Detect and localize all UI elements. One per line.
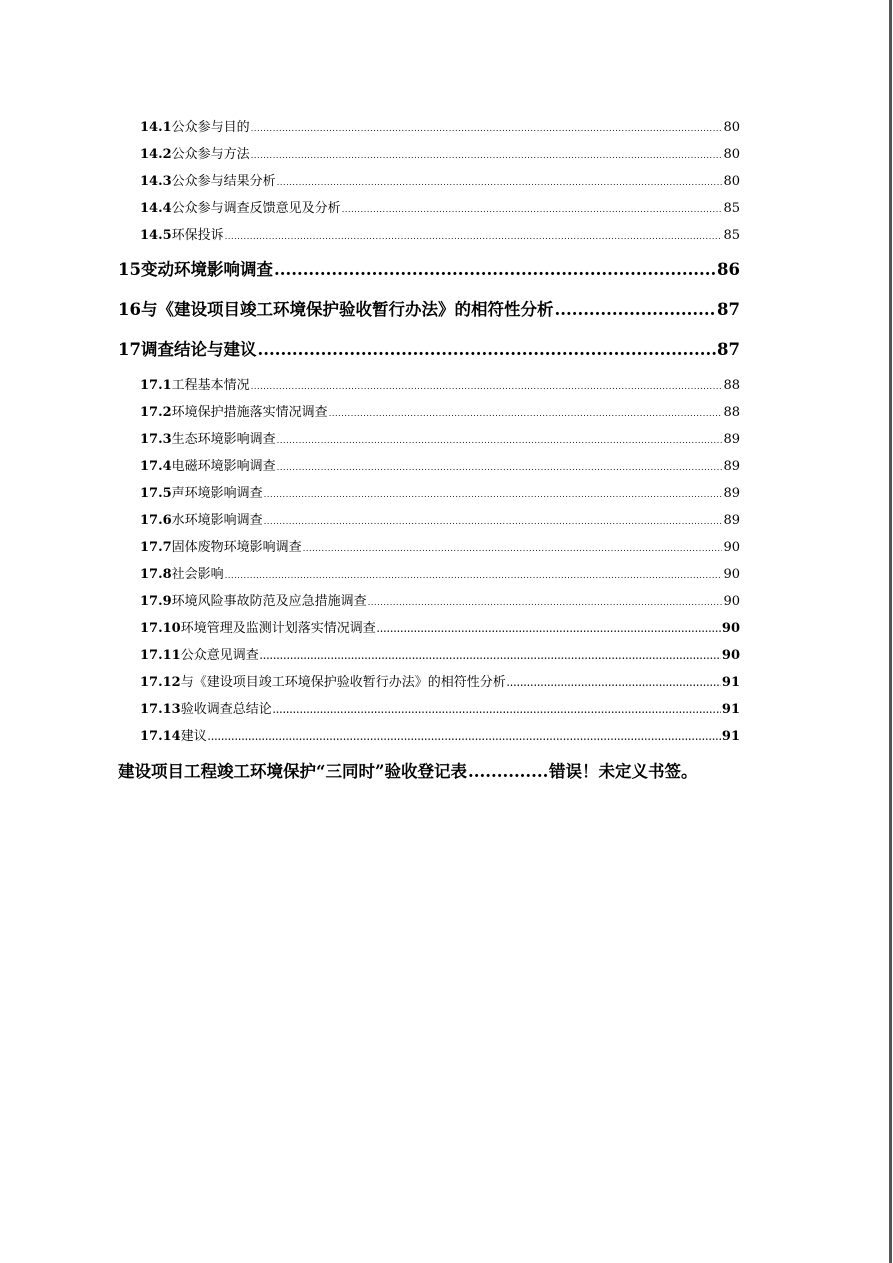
toc-title: 变动环境影响调查: [140, 260, 273, 279]
toc-number: 17: [118, 340, 141, 359]
toc-leader-dots: [264, 513, 723, 528]
toc-page: 91: [721, 675, 740, 690]
toc-title: 环境保护措施落实情况调查: [171, 405, 328, 420]
toc-page: 89: [723, 486, 740, 501]
toc-number: 17.11: [140, 648, 181, 663]
toc-title: 建议: [180, 729, 207, 744]
toc-entry-17-8[interactable]: [140, 563, 740, 582]
toc-number: 17.9: [140, 594, 172, 609]
toc-page: 90: [721, 648, 740, 663]
toc-number: 17.3: [140, 432, 172, 447]
toc-number: 14.2: [140, 147, 172, 162]
toc-number: 17.1: [140, 378, 172, 393]
toc-page: 87: [717, 300, 740, 319]
toc-entry-17[interactable]: [118, 336, 740, 360]
toc-entry-14-2[interactable]: [140, 143, 740, 162]
toc-title: 水环境影响调查: [171, 513, 263, 528]
toc-entry-17-14[interactable]: [140, 725, 740, 744]
toc-title: 建设项目工程竣工环境保护“三同时”验收登记表: [118, 762, 467, 781]
toc-title: 调查结论与建议: [140, 340, 257, 359]
toc-title: 工程基本情况: [171, 378, 250, 393]
toc-title: 验收调查总结论: [180, 702, 272, 717]
toc-entry-14-5[interactable]: [140, 224, 740, 243]
toc-title: 公众参与结果分析: [171, 174, 276, 189]
toc-leader-dots: [260, 648, 721, 663]
toc-page: 90: [723, 540, 740, 555]
toc-title: 固体废物环境影响调查: [171, 540, 302, 555]
toc-title: 公众意见调查: [180, 648, 259, 663]
toc-leader-dots: [342, 201, 723, 216]
toc-entry-17-11[interactable]: [140, 644, 740, 663]
toc-number: 17.4: [140, 459, 172, 474]
toc-leader-dots: [329, 405, 723, 420]
toc-entry-17-1[interactable]: [140, 374, 740, 393]
toc-number: 17.5: [140, 486, 172, 501]
toc-number: 17.8: [140, 567, 172, 582]
toc-page: 91: [721, 702, 740, 717]
toc-entry-14-3[interactable]: [140, 170, 740, 189]
toc-entry-17-2[interactable]: [140, 401, 740, 420]
toc-leader-dots: [554, 300, 716, 319]
toc-entry-17-7[interactable]: [140, 536, 740, 555]
toc-number: 17.2: [140, 405, 172, 420]
toc-leader-dots: [277, 432, 723, 447]
toc-number: 14.1: [140, 120, 172, 135]
toc-page: 88: [723, 405, 740, 420]
toc-entry-17-9[interactable]: [140, 590, 740, 609]
toc-page: 85: [723, 201, 740, 216]
toc-leader-dots: [264, 486, 723, 501]
toc-page: 80: [723, 147, 740, 162]
toc-leader-dots: [257, 340, 716, 359]
toc-title: 环境风险事故防范及应急措施调查: [171, 594, 367, 609]
toc-entry-17-13[interactable]: [140, 698, 740, 717]
toc-number: 17.12: [140, 675, 181, 690]
toc-number: 17.7: [140, 540, 172, 555]
toc-page: 80: [723, 120, 740, 135]
toc-leader-dots: [277, 459, 723, 474]
toc-title: 公众参与调查反馈意见及分析: [171, 201, 341, 216]
toc-leader-dots: [277, 174, 723, 189]
toc-number: 17.10: [140, 621, 181, 636]
toc-title: 社会影响: [171, 567, 224, 582]
toc-title: 公众参与目的: [171, 120, 250, 135]
toc-page: 89: [723, 513, 740, 528]
toc-number: 17.14: [140, 729, 181, 744]
toc-leader-dots: [507, 675, 721, 690]
toc-entry-registration-form[interactable]: [118, 758, 740, 782]
toc-entry-14-4[interactable]: [140, 197, 740, 216]
toc-leader-dots: [468, 762, 548, 781]
toc-entry-17-3[interactable]: [140, 428, 740, 447]
toc-number: 17.6: [140, 513, 172, 528]
toc-leader-dots: [273, 702, 721, 717]
toc-number: 14.5: [140, 228, 172, 243]
toc-entry-17-10[interactable]: [140, 617, 740, 636]
toc-entry-17-5[interactable]: [140, 482, 740, 501]
toc-title: 环境管理及监测计划落实情况调查: [180, 621, 376, 636]
toc-leader-dots: [225, 567, 723, 582]
toc-title: 生态环境影响调查: [171, 432, 276, 447]
toc-title: 与《建设项目竣工环境保护验收暂行办法》的相符性分析: [180, 675, 506, 690]
toc-leader-dots: [303, 540, 723, 555]
toc-entry-15[interactable]: [118, 256, 740, 280]
toc-page: 89: [723, 432, 740, 447]
toc-leader-dots: [377, 621, 721, 636]
toc-number: 16: [118, 300, 141, 319]
toc-page: 85: [723, 228, 740, 243]
toc-title: 与《建设项目竣工环境保护验收暂行办法》的相符性分析: [140, 300, 554, 319]
toc-leader-dots: [274, 260, 716, 279]
toc-number: 15: [118, 260, 141, 279]
toc-title: 环保投诉: [171, 228, 224, 243]
toc-entry-14-1[interactable]: [140, 116, 740, 135]
toc-page: 90: [721, 621, 740, 636]
toc-number: 14.3: [140, 174, 172, 189]
toc-page-error: 错误！未定义书签。: [548, 762, 698, 781]
toc-title: 电磁环境影响调查: [171, 459, 276, 474]
toc-entry-17-12[interactable]: [140, 671, 740, 690]
toc-page: 87: [717, 340, 740, 359]
toc-title: 公众参与方法: [171, 147, 250, 162]
toc-leader-dots: [225, 228, 723, 243]
toc-entry-16[interactable]: [118, 296, 740, 320]
toc-leader-dots: [368, 594, 723, 609]
toc-title: 声环境影响调查: [171, 486, 263, 501]
toc-entry-17-6[interactable]: [140, 509, 740, 528]
toc-page: 89: [723, 459, 740, 474]
toc-page: 86: [717, 260, 740, 279]
toc-number: 17.13: [140, 702, 181, 717]
toc-leader-dots: [251, 378, 723, 393]
toc-number: 14.4: [140, 201, 172, 216]
toc-leader-dots: [208, 729, 721, 744]
toc-page: 90: [723, 567, 740, 582]
toc-page: 88: [723, 378, 740, 393]
toc-leader-dots: [251, 147, 723, 162]
toc-page: 91: [721, 729, 740, 744]
toc-page: 80: [723, 174, 740, 189]
toc-leader-dots: [251, 120, 723, 135]
toc-page: 90: [723, 594, 740, 609]
toc-entry-17-4[interactable]: [140, 455, 740, 474]
